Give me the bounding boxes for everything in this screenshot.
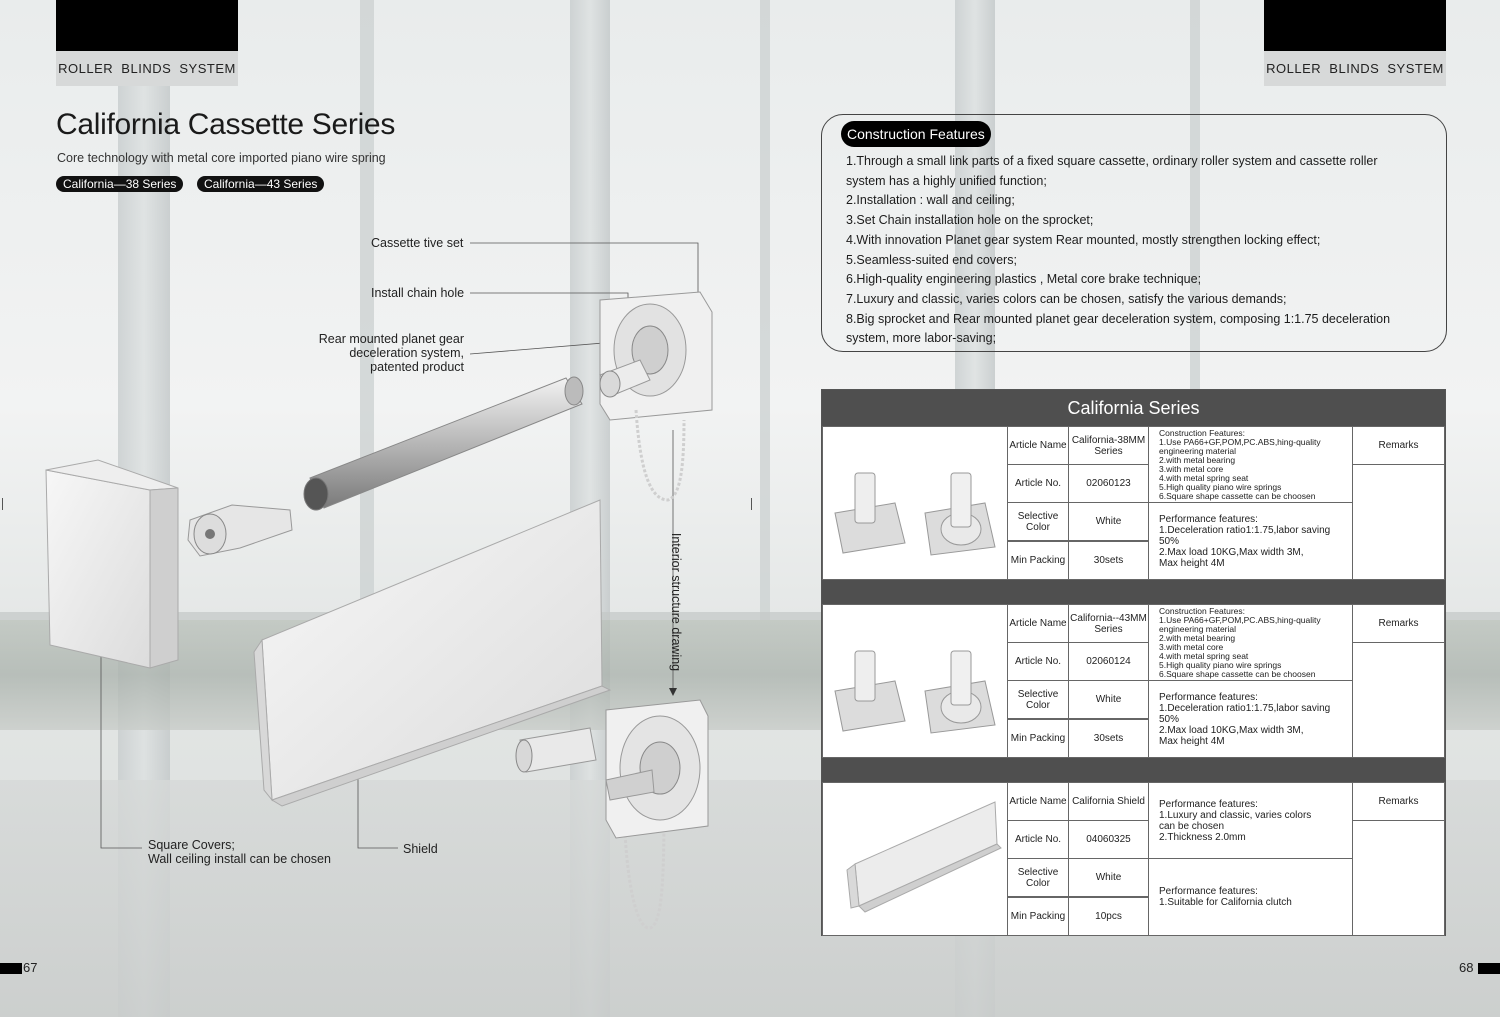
- feature-line: 1.Through a small link parts of a fixed square cassette, ordinary roller system and cassette roller: [846, 154, 1378, 168]
- text-line: 5.High quality piano wire springs: [1159, 660, 1282, 670]
- text-line: Performance features:: [1159, 886, 1258, 897]
- page-number-right: 68: [1459, 960, 1474, 975]
- cell-remarks: [1352, 464, 1445, 580]
- header-label: ROLLER BLINDS SYSTEM: [56, 51, 238, 86]
- feature-line: 4.With innovation Planet gear system Rear mounted, mostly strengthen locking effect;: [846, 232, 1321, 247]
- page-number-left: 67: [23, 960, 38, 975]
- top-bracket-part: [600, 292, 712, 420]
- label-min-packing: Min Packing: [1007, 541, 1069, 580]
- callout-interior-structure: Interior structure drawing: [669, 532, 683, 672]
- label-remarks: Remarks: [1352, 604, 1445, 643]
- shield-profile-icon: [825, 794, 1005, 924]
- text-line: 5.High quality piano wire springs: [1159, 482, 1282, 492]
- text-line: Performance features:: [1159, 513, 1258, 525]
- text-line: 1.Luxury and classic, varies colors: [1159, 809, 1312, 821]
- bottom-bracket-part: [516, 700, 708, 838]
- cell-remarks: [1352, 820, 1445, 936]
- cell-article-no: 02060123: [1068, 464, 1149, 503]
- plug-part: [188, 505, 292, 556]
- text-line: 6.Square shape cassette can be choosen: [1159, 669, 1316, 679]
- cell-shield-features: [1148, 782, 1353, 859]
- end-cap-pair-icon: [825, 443, 1005, 563]
- name-line: Series: [1094, 445, 1123, 457]
- cell-article-no: 04060325: [1068, 820, 1149, 859]
- text-line: Performance features:: [1159, 798, 1258, 810]
- header-right: [1264, 0, 1446, 86]
- cell-performance-features: [1148, 502, 1353, 580]
- label-article-name: Article Name: [1007, 426, 1069, 465]
- feature-line: 6.High-quality engineering plastics , Metal core brake technique;: [846, 272, 1202, 287]
- cell-article-name: [1068, 604, 1149, 643]
- text-line: 1.Suitable for California clutch: [1159, 897, 1292, 908]
- product-image-38: [822, 426, 1008, 580]
- text-line: Max height 4M: [1159, 557, 1225, 569]
- callout-shield: Shield: [403, 842, 438, 856]
- text-line: 2.Max load 10KG,Max width 3M,: [1159, 546, 1304, 558]
- label-article-name: Article Name: [1007, 604, 1069, 643]
- series-tag-38: California—38 Series: [56, 176, 183, 192]
- product-image-shield: [822, 782, 1008, 936]
- end-cap-pair-icon: [825, 621, 1005, 741]
- leader-line: [101, 640, 142, 848]
- text-line: Max height 4M: [1159, 735, 1225, 747]
- cell-packing: 10pcs: [1068, 897, 1149, 936]
- label-article-name: Article Name: [1007, 782, 1069, 821]
- callout-planet-gear: [300, 332, 464, 374]
- label-remarks: Remarks: [1352, 426, 1445, 465]
- cell-construction-features: [1148, 426, 1353, 503]
- callout-line: deceleration system,: [349, 346, 464, 360]
- text-line: 1.Deceleration ratio1:1.75,labor saving 50%: [1159, 524, 1331, 547]
- page-title: California Cassette Series: [56, 108, 396, 141]
- label-remarks: Remarks: [1352, 782, 1445, 821]
- feature-line: 7.Luxury and classic, varies colors can be chosen, satisfy the various demands;: [846, 291, 1287, 306]
- product-image-43: [822, 604, 1008, 758]
- cell-construction-features: [1148, 604, 1353, 681]
- crop-tick: [751, 498, 752, 510]
- text-line: 1.Use PA66+GF,POM,PC.ABS,hing-quality: [1159, 615, 1321, 625]
- crop-tick: [2, 498, 3, 510]
- label-selective-color: Selective Color: [1007, 502, 1069, 541]
- callout-line: Rear mounted planet gear: [318, 332, 464, 346]
- cell-color: White: [1068, 858, 1149, 897]
- label-min-packing: Min Packing: [1007, 897, 1069, 936]
- feature-line: system, more labor-saving;: [846, 331, 997, 346]
- text-line: 4.with metal spring seat: [1159, 651, 1249, 661]
- text-line: 4.with metal spring seat: [1159, 473, 1249, 483]
- label-article-no: Article No.: [1007, 642, 1069, 681]
- text-line: 2.with metal bearing: [1159, 633, 1236, 643]
- text-line: engineering material: [1159, 446, 1237, 456]
- feature-line: 3.Set Chain installation hole on the sprocket;: [846, 213, 1094, 228]
- text-line: 3.with metal core: [1159, 642, 1224, 652]
- text-line: Construction Features:: [1159, 428, 1245, 438]
- text-line: 2.Max load 10KG,Max width 3M,: [1159, 724, 1304, 736]
- square-cover-part: [46, 460, 178, 668]
- page-number-bar: [0, 963, 22, 974]
- callout-cassette: Cassette tive set: [371, 236, 464, 250]
- header-label: ROLLER BLINDS SYSTEM: [1264, 51, 1446, 86]
- text-line: 2.Thickness 2.0mm: [1159, 831, 1246, 843]
- cell-performance-features: [1148, 858, 1353, 936]
- callout-line: Square Covers;: [148, 838, 235, 852]
- feature-line: 8.Big sprocket and Rear mounted planet gear deceleration system, composing 1:1.75 deceleration: [846, 311, 1391, 326]
- series-tag-43: California—43 Series: [197, 176, 324, 192]
- label-article-no: Article No.: [1007, 820, 1069, 859]
- callout-line: patented product: [370, 360, 464, 374]
- label-selective-color: Selective Color: [1007, 858, 1069, 897]
- table-title: California Series: [822, 390, 1445, 426]
- text-line: 3.with metal core: [1159, 464, 1224, 474]
- page-number-bar: [1478, 963, 1500, 974]
- construction-features-list: [846, 152, 1426, 349]
- text-line: can be chosen: [1159, 820, 1225, 832]
- construction-features-title: Construction Features: [841, 121, 991, 147]
- label-article-no: Article No.: [1007, 464, 1069, 503]
- text-line: Performance features:: [1159, 691, 1258, 703]
- table-divider-band: [822, 758, 1445, 782]
- cell-color: White: [1068, 502, 1149, 541]
- callout-chain-hole: Install chain hole: [371, 286, 465, 300]
- cell-packing: 30sets: [1068, 719, 1149, 758]
- cell-packing: 30sets: [1068, 541, 1149, 580]
- text-line: 2.with metal bearing: [1159, 455, 1236, 465]
- page-subtitle: Core technology with metal core imported piano wire spring: [57, 151, 386, 165]
- cell-article-name: [1068, 426, 1149, 465]
- cell-performance-features: [1148, 680, 1353, 758]
- feature-line: system has a highly unified function;: [846, 173, 1047, 188]
- callout-square-covers: [148, 838, 331, 866]
- name-line: California--43MM: [1070, 612, 1147, 624]
- cell-color: White: [1068, 680, 1149, 719]
- product-table: [821, 389, 1446, 936]
- roller-tube-part: [304, 377, 583, 510]
- name-line: Series: [1094, 623, 1123, 635]
- name-line: California-38MM: [1071, 434, 1146, 446]
- feature-line: 5.Seamless-suited end covers;: [846, 252, 1017, 267]
- header-black-block: [1264, 0, 1446, 51]
- arrow-head: [669, 688, 677, 696]
- text-line: 6.Square shape cassette can be choosen: [1159, 491, 1316, 501]
- feature-line: 2.Installation : wall and ceiling;: [846, 193, 1015, 208]
- label-selective-color: Selective Color: [1007, 680, 1069, 719]
- callout-line: Wall ceiling install can be chosen: [148, 852, 331, 866]
- text-line: 1.Deceleration ratio1:1.75,labor saving 50%: [1159, 702, 1331, 725]
- label-min-packing: Min Packing: [1007, 719, 1069, 758]
- cell-article-no: 02060124: [1068, 642, 1149, 681]
- table-divider-band: [822, 580, 1445, 604]
- text-line: engineering material: [1159, 624, 1237, 634]
- cell-article-name: California Shield: [1068, 782, 1149, 821]
- cell-remarks: [1352, 642, 1445, 758]
- text-line: Construction Features:: [1159, 606, 1245, 616]
- text-line: 1.Use PA66+GF,POM,PC.ABS,hing-quality: [1159, 437, 1321, 447]
